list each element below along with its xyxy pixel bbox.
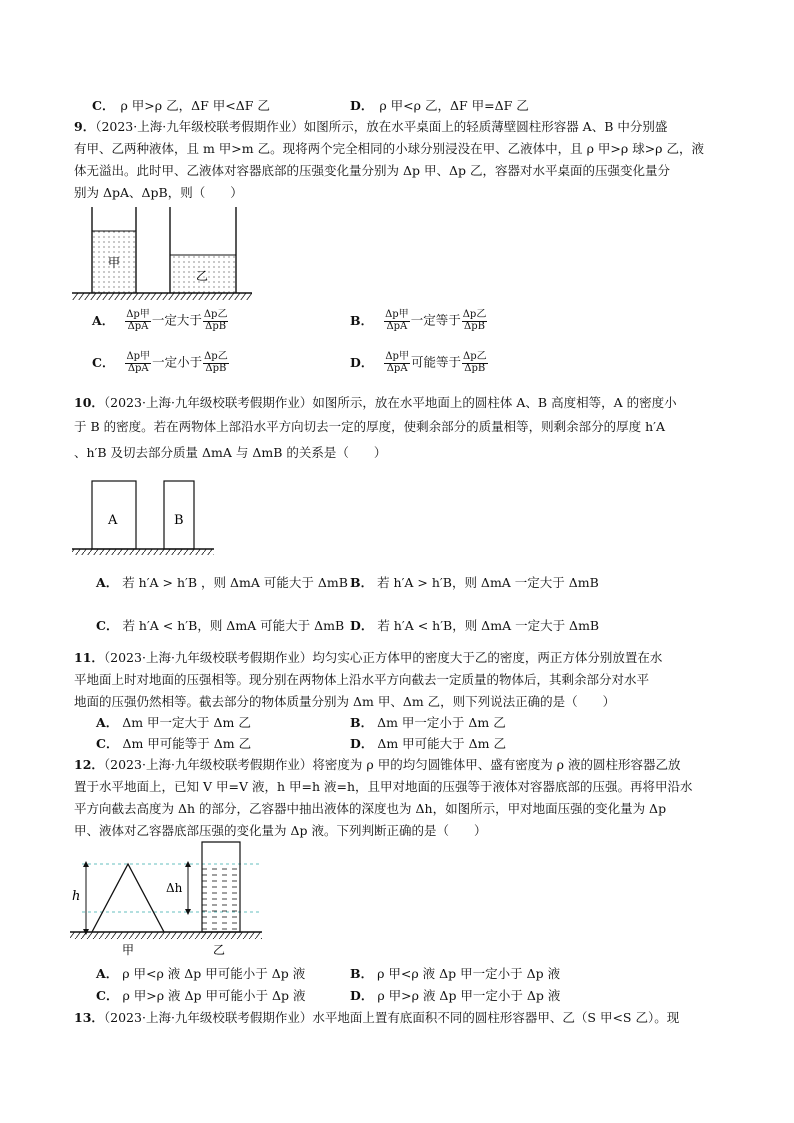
q12-option-c: C． ρ 甲>ρ 液 Δp 甲可能小于 Δp 液 bbox=[96, 988, 306, 1003]
q9-label-jia: 甲 bbox=[108, 256, 121, 270]
q12-line3: 平方向截去高度为 Δh 的部分，乙容器中抽出液体的深度也为 Δh，如图所示，甲对地面压强的变化量为 Δp bbox=[74, 801, 667, 816]
fraction-jia: $\frac{\text{Δp甲}}{\text{ΔpA}}$ bbox=[126, 351, 151, 374]
q9-line2: 有甲、乙两种液体，且 m 甲>m 乙。现将两个完全相同的小球分别浸没在甲、乙液体中，且 ρ 甲>ρ 球>ρ 乙，液 bbox=[74, 141, 704, 156]
q12-label-jia: 甲 bbox=[122, 943, 135, 957]
fraction-jia: $\frac{\text{Δp甲}}{\text{ΔpA}}$ bbox=[385, 309, 409, 332]
q11-option-c: C． Δm 甲可能等于 Δm 乙 bbox=[96, 736, 252, 751]
q12-option-a: A． ρ 甲<ρ 液 Δp 甲可能小于 Δp 液 bbox=[96, 966, 306, 981]
q10-line2: 于 B 的密度。若在两物体上部沿水平方向切去一定的厚度，使剩余部分的质量相等，则剩余部分的厚度 h′A bbox=[74, 419, 666, 434]
q10-option-b: B． 若 h′A > h′B，则 ΔmA 一定大于 ΔmB bbox=[350, 575, 599, 590]
q12-label-h: h bbox=[72, 889, 81, 904]
fraction-jia: $\frac{\text{Δp甲}}{\text{ΔpA}}$ bbox=[385, 351, 409, 374]
q12-cone-jia bbox=[92, 864, 164, 932]
q12-option-b: B． ρ 甲<ρ 液 Δp 甲一定小于 Δp 液 bbox=[350, 966, 561, 981]
q12-label-yi: 乙 bbox=[213, 943, 226, 957]
q9-option-c: C． $\frac{\text{Δp甲}}{\text{ΔpA}}$ 一定小于 $\frac{\text{Δp乙}}{\text{ΔpB}}$ bbox=[92, 351, 228, 374]
q12-liquid bbox=[202, 864, 240, 932]
q11-option-a: A． Δm 甲一定大于 Δm 乙 bbox=[96, 715, 251, 730]
q8-option-c: C． ρ 甲>ρ 乙，ΔF 甲<ΔF 乙 bbox=[92, 98, 270, 113]
q9-line3: 体无溢出。此时甲、乙液体对容器底部的压强变化量分别为 Δp 甲、Δp 乙，容器对水平桌面的压强变化量分 bbox=[74, 163, 670, 178]
q10-figure bbox=[72, 480, 217, 555]
q9-label-yi: 乙 bbox=[196, 269, 209, 283]
q11-line2: 平地面上时对地面的压强相等。现分别在两物体上沿水平方向截去一定质量的物体后，其剩余部分对水平 bbox=[74, 672, 650, 687]
q11-line1: 11．（2023·上海·九年级校联考假期作业）均匀实心正方体甲的密度大于乙的密度，两正方体分别放置在水 bbox=[74, 650, 663, 665]
q9-line4: 别为 ΔpA、ΔpB，则（ ） bbox=[74, 185, 243, 200]
q8-option-d: D． ρ 甲<ρ 乙，ΔF 甲=ΔF 乙 bbox=[350, 98, 529, 113]
q11-option-b: B． Δm 甲一定小于 Δm 乙 bbox=[350, 715, 506, 730]
q10-option-a: A． 若 h′A > h′B ，则 ΔmA 可能大于 ΔmB bbox=[96, 575, 348, 590]
q12-line2: 置于水平地面上，已知 V 甲=V 液，h 甲=h 液=h，且甲对地面的压强等于液体对容器底部的压强。再将甲沿水 bbox=[74, 779, 693, 794]
q9-line1: 9．（2023·上海·九年级校联考假期作业）如图所示，放在水平桌面上的轻质薄壁圆柱形容器 A、B 中分别盛 bbox=[74, 119, 668, 134]
fraction-yi: $\frac{\text{Δp乙}}{\text{ΔpB}}$ bbox=[462, 351, 487, 374]
q12-label-dh: Δh bbox=[166, 881, 183, 895]
q12-line4: 甲、液体对乙容器底部压强的变化量为 Δp 液。下列判断正确的是（ ） bbox=[74, 823, 487, 838]
q9-option-b: B． $\frac{\text{Δp甲}}{\text{ΔpA}}$ 一定等于 $\frac{\text{Δp乙}}{\text{ΔpB}}$ bbox=[350, 309, 487, 332]
q9-option-d: D． $\frac{\text{Δp甲}}{\text{ΔpA}}$ 可能等于 $\frac{\text{Δp乙}}{\text{ΔpB}}$ bbox=[350, 351, 487, 374]
q9-figure bbox=[72, 205, 252, 300]
q10-label-b: B bbox=[174, 513, 184, 528]
q12-figure bbox=[70, 842, 265, 962]
q10-line1: 10．（2023·上海·九年级校联考假期作业）如图所示，放在水平地面上的圆柱体 A、B 高度相等，A 的密度小 bbox=[74, 395, 677, 410]
fraction-jia: $\frac{\text{Δp甲}}{\text{ΔpA}}$ bbox=[126, 309, 150, 332]
q11-option-d: D． Δm 甲可能大于 Δm 乙 bbox=[350, 736, 507, 751]
fraction-yi: $\frac{\text{Δp乙}}{\text{ΔpB}}$ bbox=[203, 309, 228, 332]
q11-line3: 地面的压强仍然相等。截去部分的物体质量分别为 Δm 甲、Δm 乙，则下列说法正确的是（ ） bbox=[74, 694, 616, 709]
q10-label-a: A bbox=[108, 513, 118, 528]
q10-option-d: D． 若 h′A < h′B，则 ΔmA 一定大于 ΔmB bbox=[350, 618, 600, 633]
q10-line3: 、h′B 及切去部分质量 ΔmA 与 ΔmB 的关系是（ ） bbox=[74, 445, 387, 460]
q10-option-c: C． 若 h′A < h′B，则 ΔmA 可能大于 ΔmB bbox=[96, 618, 345, 633]
q12-option-d: D． ρ 甲>ρ 液 Δp 甲一定小于 Δp 液 bbox=[350, 988, 561, 1003]
q9-option-a: A． $\frac{\text{Δp甲}}{\text{ΔpA}}$ 一定大于 $\frac{\text{Δp乙}}{\text{ΔpB}}$ bbox=[92, 309, 228, 332]
q13-line1: 13．（2023·上海·九年级校联考假期作业）水平地面上置有底面积不同的圆柱形容器甲、乙（S 甲<S 乙）。现 bbox=[74, 1010, 680, 1025]
q12-line1: 12．（2023·上海·九年级校联考假期作业）将密度为 ρ 甲的均匀圆锥体甲、盛有密度为 ρ 液的圆柱形容器乙放 bbox=[74, 757, 681, 772]
fraction-yi: $\frac{\text{Δp乙}}{\text{ΔpB}}$ bbox=[204, 351, 228, 374]
fraction-yi: $\frac{\text{Δp乙}}{\text{ΔpB}}$ bbox=[462, 309, 487, 332]
